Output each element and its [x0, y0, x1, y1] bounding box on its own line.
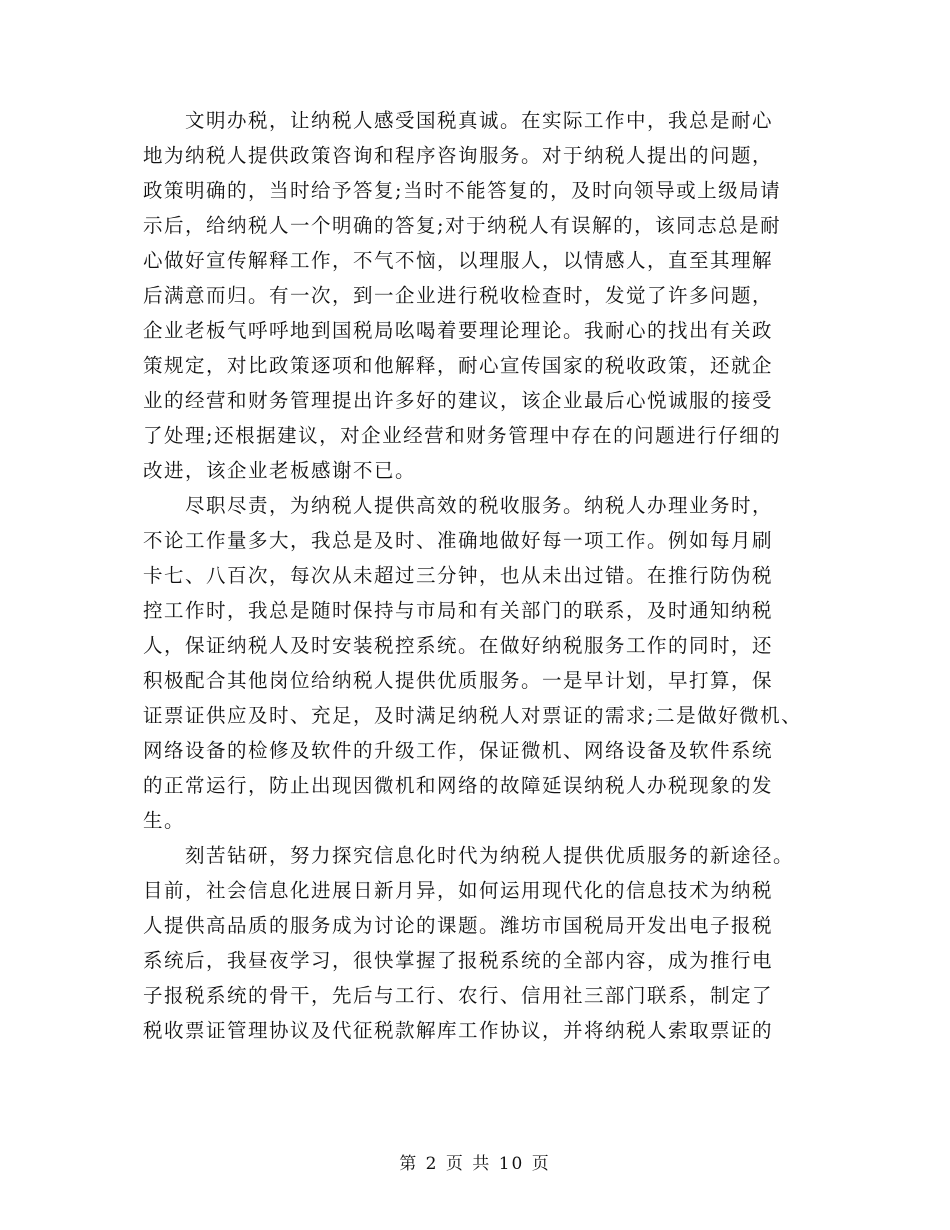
text-line: 积极配合其他岗位给纳税人提供优质服务。一是早计划，早打算，保 [143, 669, 774, 692]
text-line: 人提供高品质的服务成为讨论的课题。潍坊市国税局开发出电子报税 [143, 914, 774, 937]
text-line: 的正常运行，防止出现因微机和网络的故障延误纳税人办税现象的发 [143, 774, 774, 797]
text-line: 心做好宣传解释工作，不气不恼，以理服人，以情感人，直至其理解 [143, 249, 774, 272]
text-line: 目前，社会信息化进展日新月异，如何运用现代化的信息技术为纳税 [143, 879, 774, 902]
text-line: 子报税系统的骨干，先后与工行、农行、信用社三部门联系，制定了 [143, 984, 774, 1007]
text-line: 网络设备的检修及软件的升级工作，保证微机、网络设备及软件系统 [143, 739, 774, 762]
text-line: 卡七、八百次，每次从未超过三分钟，也从未出过错。在推行防伪税 [143, 564, 774, 587]
page-number-footer: 第 2 页 共 10 页 [399, 1154, 551, 1174]
text-line: 生。 [143, 809, 186, 832]
text-line: 策规定，对比政策逐项和他解释，耐心宣传国家的税收政策，还就企 [143, 354, 774, 377]
text-line: 税收票证管理协议及代征税款解库工作协议，并将纳税人索取票证的 [143, 1019, 774, 1042]
text-line: 刻苦钻研，努力探究信息化时代为纳税人提供优质服务的新途径。 [143, 844, 795, 867]
text-line: 尽职尽责，为纳税人提供高效的税收服务。纳税人办理业务时， [143, 494, 774, 517]
text-line: 业的经营和财务管理提出许多好的建议，该企业最后心悦诚服的接受 [143, 389, 774, 412]
text-line: 了处理;还根据建议，对企业经营和财务管理中存在的问题进行仔细的 [143, 424, 782, 447]
text-line: 企业老板气呼呼地到国税局吆喝着要理论理论。我耐心的找出有关政 [143, 319, 774, 342]
text-line: 人，保证纳税人及时安装税控系统。在做好纳税服务工作的同时，还 [143, 634, 774, 657]
text-line: 控工作时，我总是随时保持与市局和有关部门的联系，及时通知纳税 [143, 599, 774, 622]
text-line: 不论工作量多大，我总是及时、准确地做好每一项工作。例如每月刷 [143, 529, 774, 552]
text-line: 示后，给纳税人一个明确的答复;对于纳税人有误解的，该同志总是耐 [143, 214, 782, 237]
text-line: 政策明确的，当时给予答复;当时不能答复的，及时向领导或上级局请 [143, 179, 782, 202]
text-line: 系统后，我昼夜学习，很快掌握了报税系统的全部内容，成为推行电 [143, 949, 774, 972]
text-line: 改进，该企业老板感谢不已。 [143, 459, 417, 482]
text-line: 证票证供应及时、充足，及时满足纳税人对票证的需求;二是做好微机、 [143, 704, 803, 727]
text-line: 后满意而归。有一次，到一企业进行税收检查时，发觉了许多问题， [143, 284, 774, 307]
text-line: 文明办税，让纳税人感受国税真诚。在实际工作中，我总是耐心 [143, 109, 774, 132]
text-line: 地为纳税人提供政策咨询和程序咨询服务。对于纳税人提出的问题， [143, 144, 774, 167]
